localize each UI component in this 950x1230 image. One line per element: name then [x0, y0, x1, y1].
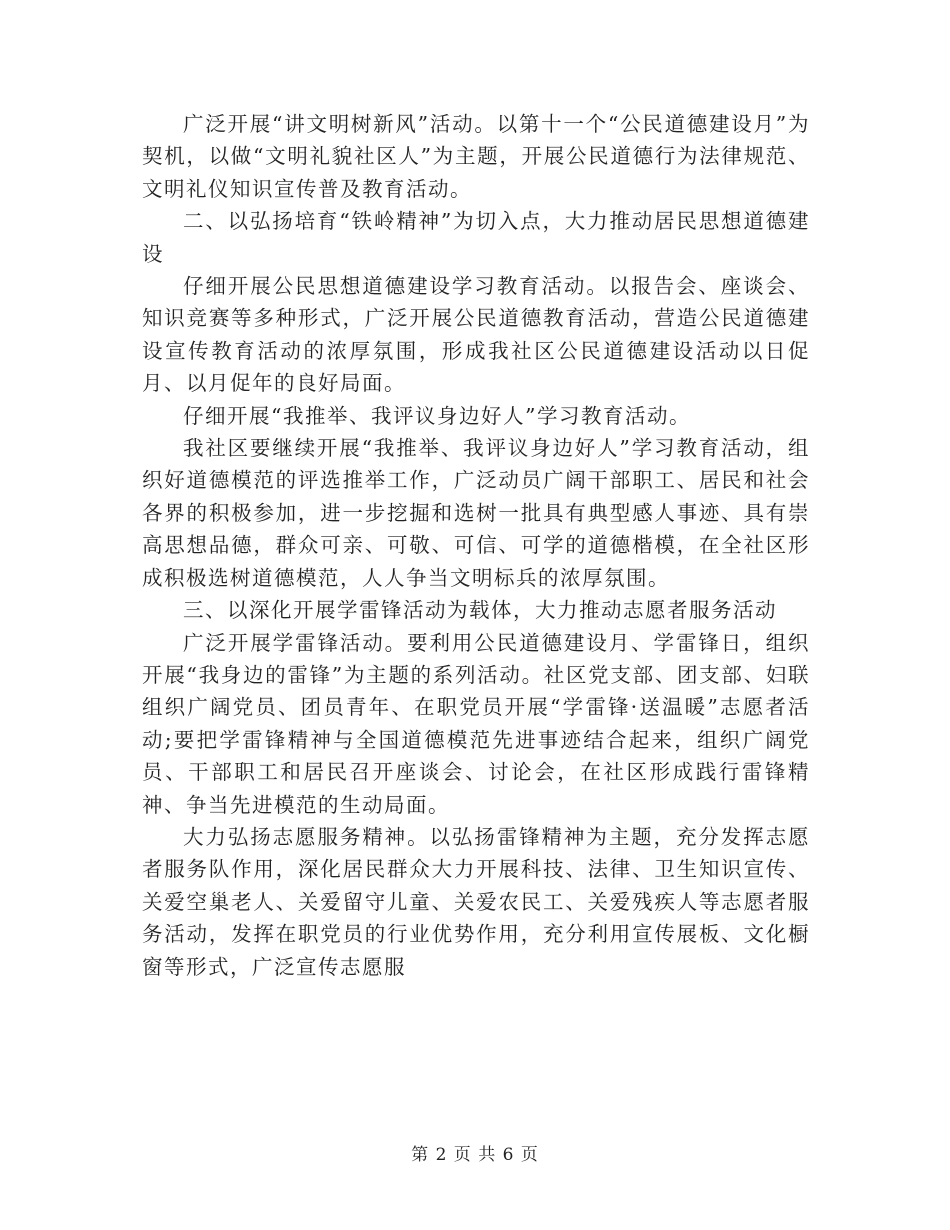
paragraph: 我社区要继续开展“我推举、我评议身边好人”学习教育活动，组织好道德模范的评选推举工作，广泛动员广阔干部职工、居民和社会各界的积极参加，进一步挖掘和选树一批具有典型感人事迹、具有崇高思想品德，群众可亲、可敬、可信、可学的道德楷模，在全社区形成积极选树道德模范，人人争当文明标兵的浓厚氛围。 [142, 436, 810, 590]
paragraph: 仔细开展公民思想道德建设学习教育活动。以报告会、座谈会、知识竞赛等多种形式，广泛开展公民道德教育活动，营造公民道德建设宣传教育活动的浓厚氛围，形成我社区公民道德建设活动以日促月、以月促年的良好局面。 [142, 274, 810, 396]
document-body [142, 108, 810, 983]
section-heading: 二、以弘扬培育“铁岭精神”为切入点，大力推动居民思想道德建设 [142, 209, 810, 266]
paragraph: 仔细开展“我推举、我评议身边好人”学习教育活动。 [183, 403, 691, 428]
paragraph: 广泛开展学雷锋活动。要利用公民道德建设月、学雷锋日，组织开展“我身边的雷锋”为主题的系列活动。社区党支部、团支部、妇联组织广阔党员、团员青年、在职党员开展“学雷锋·送温暖”志愿者活动;要把学雷锋精神与全国道德模范先进事迹结合起来，组织广阔党员、干部职工和居民召开座谈会、讨论会，在社区形成践行雷锋精神、争当先进模范的生动局面。 [142, 630, 810, 817]
section-heading: 三、以深化开展学雷锋活动为载体，大力推动志愿者服务活动 [183, 598, 777, 623]
page-number-footer: 第 2 页 共 6 页 [411, 1145, 539, 1165]
paragraph: 广泛开展“讲文明树新风”活动。以第十一个“公民道德建设月”为契机，以做“文明礼貌社区人”为主题，开展公民道德行为法律规范、文明礼仪知识宣传普及教育活动。 [142, 112, 810, 201]
paragraph: 大力弘扬志愿服务精神。以弘扬雷锋精神为主题，充分发挥志愿者服务队作用，深化居民群众大力开展科技、法律、卫生知识宣传、关爱空巢老人、关爱留守儿童、关爱农民工、关爱残疾人等志愿者服务活动，发挥在职党员的行业优势作用，充分利用宣传展板、文化橱窗等形式，广泛宣传志愿服 [142, 824, 810, 979]
